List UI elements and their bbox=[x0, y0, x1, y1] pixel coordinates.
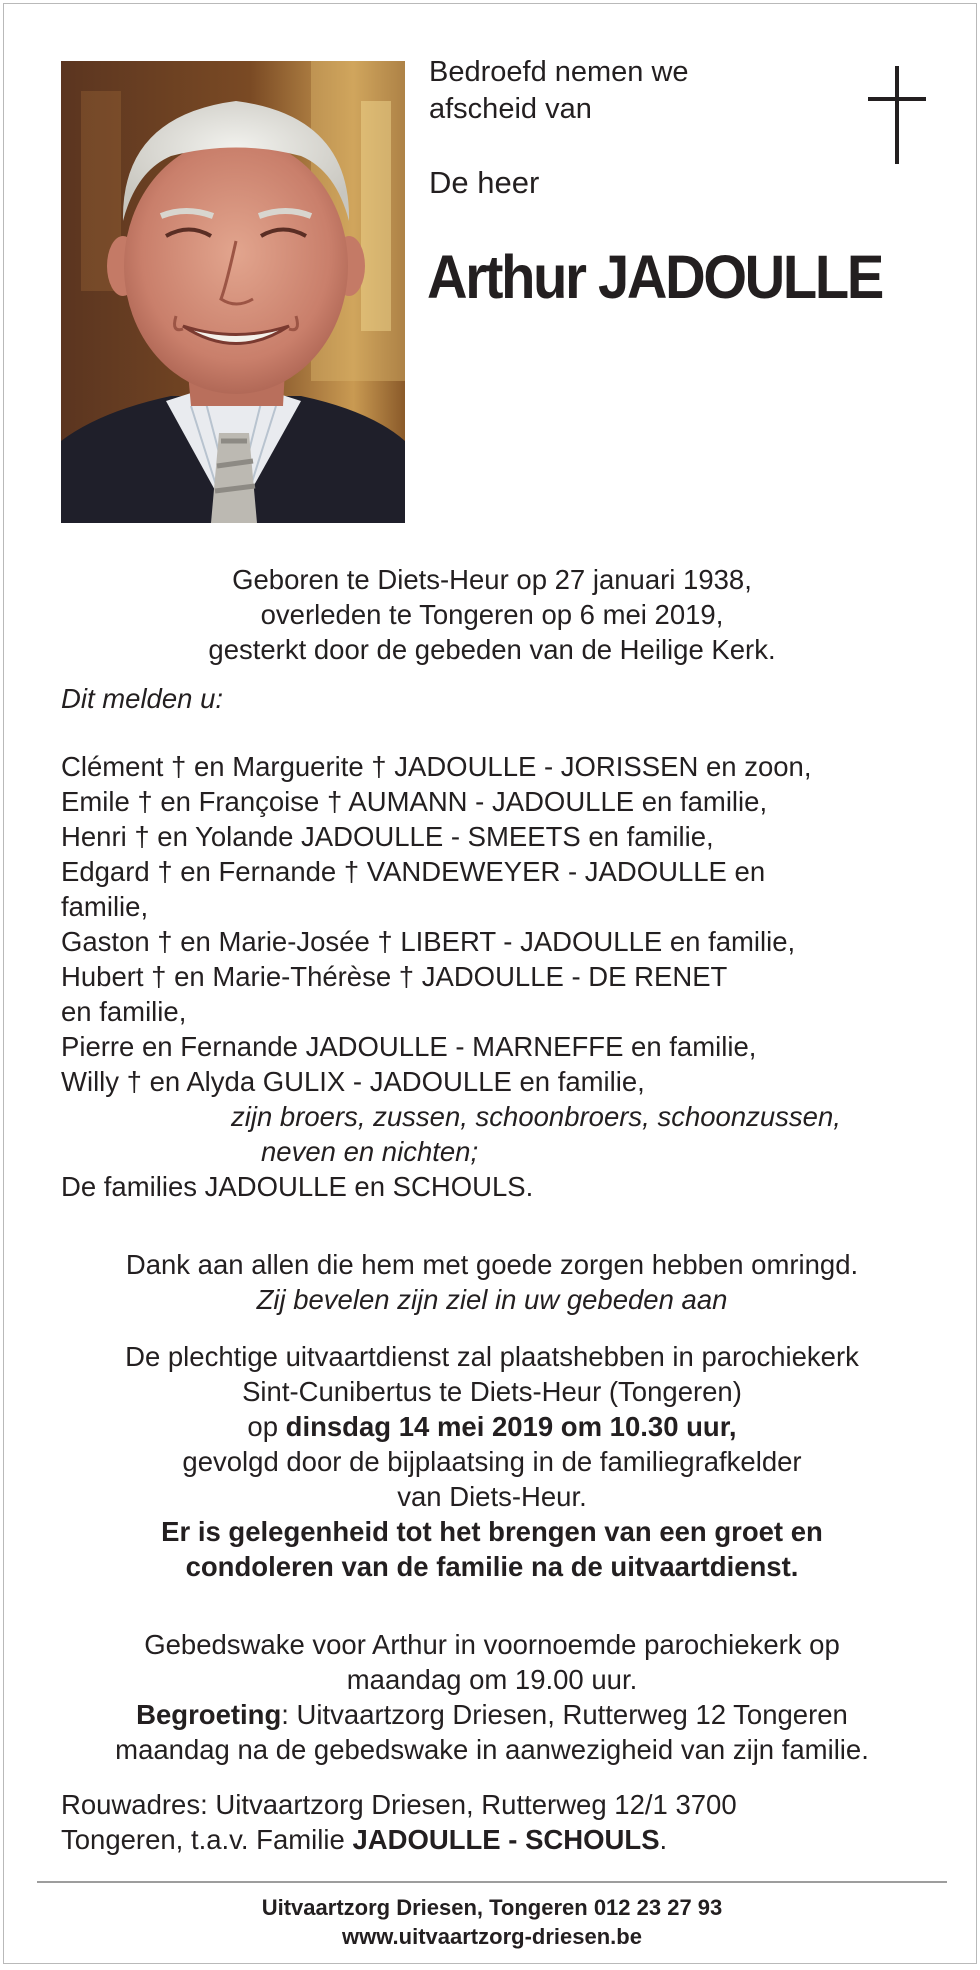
address-suffix: . bbox=[659, 1824, 668, 1855]
footer bbox=[37, 1893, 947, 1951]
funeral-home-website: www.uitvaartzorg-driesen.be bbox=[342, 1924, 642, 1949]
family-line: Emile † en Françoise † AUMANN - JADOULLE en familie, bbox=[61, 786, 768, 817]
prayer-line: Zij bevelen zijn ziel in uw gebeden aan bbox=[256, 1284, 728, 1315]
death-line: overleden te Tongeren op 6 mei 2019, bbox=[260, 599, 724, 630]
funeral-line: Sint-Cunibertus te Diets-Heur (Tongeren) bbox=[242, 1376, 742, 1407]
family-line: en familie, bbox=[61, 996, 187, 1027]
funeral-date-prefix: op bbox=[247, 1411, 286, 1442]
wake-line: maandag na de gebedswake in aanwezigheid van zijn familie. bbox=[115, 1734, 869, 1765]
thanks-line: Dank aan allen die hem met goede zorgen hebben omringd. bbox=[125, 1249, 859, 1280]
families-line: De families JADOULLE en SCHOULS. bbox=[61, 1171, 534, 1202]
address-family: JADOULLE - SCHOULS bbox=[352, 1824, 660, 1855]
greeting-details: : Uitvaartzorg Driesen, Rutterweg 12 Tongeren bbox=[281, 1699, 848, 1730]
funeral-line: van Diets-Heur. bbox=[397, 1481, 587, 1512]
family-line: Clément † en Marguerite † JADOULLE - JORISSEN en zoon, bbox=[61, 751, 812, 782]
footer-divider bbox=[37, 1881, 947, 1883]
wake-line: maandag om 19.00 uur. bbox=[346, 1664, 638, 1695]
sacrament-line: gesterkt door de gebeden van de Heilige Kerk. bbox=[208, 634, 776, 665]
condolence-line: Er is gelegenheid tot het brengen van een groet en bbox=[161, 1516, 823, 1547]
address-line bbox=[61, 1822, 923, 1857]
family-line: Pierre en Fernande JADOULLE - MARNEFFE en familie, bbox=[61, 1031, 757, 1062]
funeral-date: dinsdag 14 mei 2019 om 10.30 uur, bbox=[285, 1411, 737, 1442]
funeral-block bbox=[61, 1339, 923, 1584]
birth-line: Geboren te Diets-Heur op 27 januari 1938, bbox=[232, 564, 752, 595]
announcers-intro: Dit melden u: bbox=[61, 683, 224, 714]
address-prefix: Tongeren, t.a.v. Familie bbox=[61, 1824, 353, 1855]
funeral-line: De plechtige uitvaartdienst zal plaatshebben in parochiekerk bbox=[125, 1341, 859, 1372]
obituary-card bbox=[3, 3, 977, 1964]
family-line: Hubert † en Marie-Thérèse † JADOULLE - DE RENET bbox=[61, 961, 728, 992]
intro-line: afscheid van bbox=[429, 93, 592, 125]
funeral-date-line bbox=[61, 1409, 923, 1444]
intro-line: Bedroefd nemen we bbox=[429, 56, 689, 88]
address-line: Rouwadres: Uitvaartzorg Driesen, Rutterweg 12/1 3700 bbox=[61, 1789, 737, 1820]
title-prefix: De heer bbox=[429, 165, 540, 200]
portrait-illustration bbox=[61, 61, 405, 523]
funeral-line: gevolgd door de bijplaatsing in de familiegrafkelder bbox=[182, 1446, 802, 1477]
family-line: Gaston † en Marie-Josée † LIBERT - JADOULLE en familie, bbox=[61, 926, 796, 957]
family-line: Willy † en Alyda GULIX - JADOULLE en familie, bbox=[61, 1066, 645, 1097]
dates-block bbox=[61, 562, 923, 667]
wake-line: Gebedswake voor Arthur in voornoemde parochiekerk op bbox=[144, 1629, 840, 1660]
portrait-photo bbox=[61, 61, 405, 523]
deceased-name: Arthur JADOULLE bbox=[427, 243, 882, 311]
thanks-block bbox=[61, 1247, 923, 1317]
greeting-label: Begroeting bbox=[136, 1699, 282, 1730]
greeting-line bbox=[61, 1697, 923, 1732]
family-line: Edgard † en Fernande † VANDEWEYER - JADOULLE en bbox=[61, 856, 766, 887]
relation-line: zijn broers, zussen, schoonbroers, schoonzussen, bbox=[231, 1101, 841, 1132]
cross-icon bbox=[868, 66, 926, 164]
wake-block bbox=[61, 1627, 923, 1767]
family-line: Henri † en Yolande JADOULLE - SMEETS en familie, bbox=[61, 821, 714, 852]
funeral-home-contact: Uitvaartzorg Driesen, Tongeren 012 23 27 93 bbox=[261, 1895, 723, 1920]
mourning-address bbox=[61, 1787, 923, 1857]
condolence-line: condoleren van de familie na de uitvaartdienst. bbox=[185, 1551, 799, 1582]
relation-line: neven en nichten; bbox=[261, 1136, 479, 1167]
announcement-body bbox=[61, 562, 923, 1857]
family-line: familie, bbox=[61, 891, 149, 922]
family-list bbox=[61, 749, 923, 1204]
intro-text bbox=[429, 54, 689, 128]
